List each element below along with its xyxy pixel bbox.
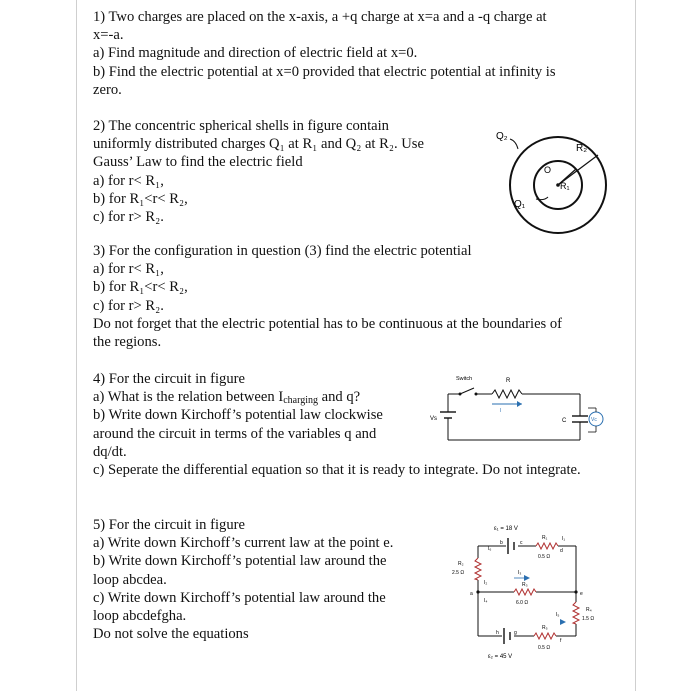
- label-e2: ε₂ = 45 V: [488, 654, 513, 660]
- question-5: [93, 516, 393, 643]
- label-r1: R₁: [542, 535, 548, 541]
- q5-line: Do not solve the equations: [93, 626, 249, 643]
- charging-subscript: charging: [283, 395, 318, 407]
- label-r4-value: 1.5 Ω: [582, 616, 595, 622]
- label-r1: R₁: [560, 181, 570, 191]
- multi-loop-circuit-figure: [448, 518, 608, 664]
- label-i-charging: I: [500, 408, 502, 414]
- q4-line: b) Write down Kirchoff’s potential law clockwise: [93, 407, 383, 424]
- label-i1: I₁: [562, 536, 566, 542]
- label-r2: R₂: [576, 143, 588, 154]
- current-arrow-i6: [560, 619, 566, 625]
- q4-line: c) Seperate the differential equation so that it is ready to integrate. Do not integrate.: [93, 462, 581, 479]
- q4-line-a-tail: and q?: [318, 389, 361, 406]
- q5-line: loop abcdea.: [93, 571, 167, 588]
- q2-line: c) for r> R₂.: [93, 209, 164, 226]
- label-r5: R₅: [542, 625, 548, 631]
- q5-line: loop abcdefgha.: [93, 608, 187, 625]
- label-node-f: f: [560, 638, 562, 644]
- label-i4: I₄: [484, 598, 488, 604]
- label-node-d: d: [560, 548, 563, 554]
- q2-pointer: [510, 139, 518, 149]
- label-o: O: [544, 165, 552, 175]
- question-2: [93, 117, 424, 226]
- q1-line: b) Find the electric potential at x=0 provided that electric potential at infinity is: [93, 63, 556, 80]
- label-i3: I₃: [518, 570, 522, 576]
- label-r2: R₂: [458, 561, 464, 567]
- label-q1: Q₁: [514, 199, 526, 210]
- label-vc: Vc: [591, 417, 597, 423]
- q3-line: b) for R₁<r< R₂,: [93, 279, 188, 296]
- q1-line: a) Find magnitude and direction of electric field at x=0.: [93, 45, 418, 62]
- label-i6: I₆: [488, 546, 492, 552]
- q2-line: a) for r< R₁,: [93, 172, 164, 189]
- q4-line: around the circuit in terms of the variables q and: [93, 425, 377, 442]
- q3-line: the regions.: [93, 334, 162, 351]
- label-node-c: c: [520, 540, 523, 546]
- junction-e: [574, 590, 577, 593]
- label-r4: R₄: [586, 607, 592, 613]
- label-node-e: e: [580, 591, 583, 597]
- label-vs: Vs: [430, 416, 438, 422]
- concentric-shells-figure: [490, 125, 618, 237]
- resistor-r: [492, 390, 522, 398]
- label-q2: Q₂: [496, 131, 508, 142]
- q5-line: a) Write down Kirchoff’s current law at the point e.: [93, 535, 394, 552]
- label-switch: Switch: [456, 376, 473, 382]
- label-r: R: [506, 378, 511, 384]
- q5-line: b) Write down Kirchoff’s potential law around the: [93, 553, 387, 570]
- q5-line: c) Write down Kirchoff’s potential law around the: [93, 589, 386, 606]
- q1-line: x=-a.: [93, 27, 124, 44]
- label-r1-value: 0.5 Ω: [538, 554, 551, 560]
- label-e1: ε₁ = 18 V: [494, 526, 518, 532]
- rc-circuit-figure: [430, 370, 610, 450]
- question-3: [93, 242, 562, 351]
- q1-line: zero.: [93, 81, 122, 98]
- label-c: C: [562, 418, 567, 424]
- switch-blade: [460, 388, 474, 394]
- label-node-h: h: [496, 630, 499, 636]
- junction-a: [476, 590, 479, 593]
- current-arrowhead: [517, 401, 522, 407]
- q2-line: 2) The concentric spherical shells in figure contain: [93, 118, 389, 134]
- label-node-g: g: [514, 630, 517, 636]
- q4-line-a-text: a) What is the relation between I: [93, 389, 284, 406]
- q3-line: a) for r< R₁,: [93, 261, 164, 278]
- label-r3-value: 6.0 Ω: [516, 600, 529, 606]
- q3-line: c) for r> R₂.: [93, 297, 164, 314]
- q1-line: 1) Two charges are placed on the x-axis, a +q charge at x=a and a -q charge at: [93, 9, 547, 25]
- q2-line: uniformly distributed charges Q₁ at R₁ and Q₂ at R₂. Use: [93, 136, 424, 153]
- label-i2: I₂: [484, 580, 488, 586]
- label-r2-value: 2.5 Ω: [452, 570, 465, 576]
- label-node-b: b: [500, 540, 503, 546]
- switch-contact: [459, 393, 462, 396]
- q2-line: b) for R₁<r< R₂,: [93, 190, 188, 207]
- q3-line: 3) For the configuration in question (3) find the electric potential: [93, 243, 472, 259]
- q3-line: Do not forget that the electric potential has to be continuous at the boundaries of: [93, 315, 563, 332]
- label-i5: I₅: [556, 612, 560, 618]
- label-node-a: a: [470, 591, 473, 597]
- label-r3: R₃: [522, 582, 528, 588]
- label-r5-value: 0.5 Ω: [538, 645, 551, 651]
- q2-line: Gauss’ Law to find the electric field: [93, 154, 303, 171]
- q5-line: 5) For the circuit in figure: [93, 517, 245, 533]
- q4-line: dq/dt.: [93, 443, 127, 460]
- question-1: [93, 8, 556, 99]
- q4-line: 4) For the circuit in figure: [93, 371, 245, 387]
